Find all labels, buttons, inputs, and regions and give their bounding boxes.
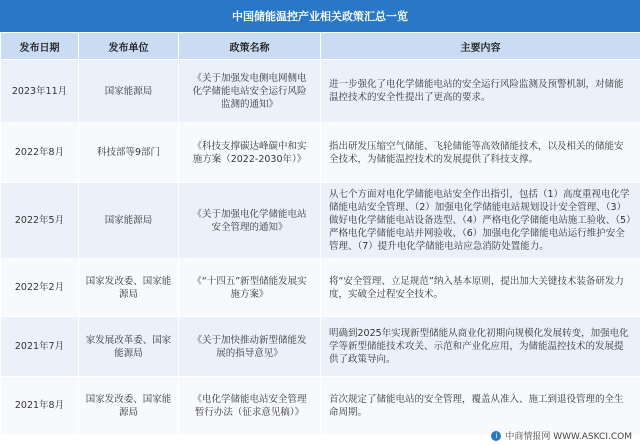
cell-unit: 国家发改委、国家能源局 <box>79 259 179 317</box>
footer-source-text: 中商情报网 WWW.ASKCI.COM <box>505 432 632 442</box>
cell-date: 2021年8月 <box>1 377 79 435</box>
cell-policy: 《关于加快推动新型储能发展的指导意见》 <box>179 317 321 377</box>
table-header-row <box>1 33 640 60</box>
cell-unit: 科技部等9部门 <box>79 123 179 183</box>
cell-unit: 国家能源局 <box>79 183 179 259</box>
cell-policy: 《“十四五”新型储能发展实施方案》 <box>179 259 321 317</box>
page-title: 中国储能温控产业相关政策汇总一览 <box>0 0 640 32</box>
table-row <box>1 317 640 377</box>
cell-policy: 《关于加强电化学储能电站安全管理的通知》 <box>179 183 321 259</box>
cell-content: 首次规定了储能电站的安全管理，覆盖从准入、施工到退役管理的全生命周期。 <box>321 377 640 435</box>
cell-policy: 《科技支撑碳达峰碳中和实施方案（2022-2030年）》 <box>179 123 321 183</box>
cell-date: 2021年7月 <box>1 317 79 377</box>
cell-date: 2022年8月 <box>1 123 79 183</box>
cell-unit: 国家发改委、国家能源局 <box>79 377 179 435</box>
cell-content: 从七个方面对电化学储能电站安全作出指引，包括（1）高度重视电化学储能电站安全管理、（2）加强电化学储能电站规划设计安全管理、（3）做好电化学储能电站设备选型、（4）严格电化学储能电站施工验收、（5）严格电化学储能电站并网验收、（6）加强电化学储能电站运行维护安全管理、（7）提升电化学储能电站应急消防处置能力。 <box>321 183 640 259</box>
header-policy: 政策名称 <box>179 33 321 60</box>
table-row <box>1 183 640 259</box>
source-footer <box>491 429 632 442</box>
cell-date: 2022年5月 <box>1 183 79 259</box>
cell-policy: 《电化学储能电站安全管理暂行办法（征求意见稿）》 <box>179 377 321 435</box>
info-logo-icon: i <box>491 431 501 441</box>
cell-policy: 《关于加强发电侧电网侧电化学储能电站安全运行风险监测的通知》 <box>179 60 321 123</box>
cell-unit: 国家能源局 <box>79 60 179 123</box>
cell-unit: 家发展改革委、国家能源局 <box>79 317 179 377</box>
table-row <box>1 123 640 183</box>
header-date: 发布日期 <box>1 33 79 60</box>
policy-table <box>0 32 640 435</box>
cell-date: 2022年2月 <box>1 259 79 317</box>
header-content: 主要内容 <box>321 33 640 60</box>
cell-date: 2023年11月 <box>1 60 79 123</box>
cell-content: 明确到2025年实现新型储能从商业化初期向规模化发展转变，加强电化学等新型储能技术攻关、示范和产业化应用，为储能温控技术的发展提供了政策导向。 <box>321 317 640 377</box>
header-unit: 发布单位 <box>79 33 179 60</box>
cell-content: 将“安全管理、立足规范”纳入基本原则，提出加大关键技术装备研发力度，实破全过程安全技术。 <box>321 259 640 317</box>
table-row <box>1 259 640 317</box>
table-row <box>1 60 640 123</box>
cell-content: 进一步强化了电化学储能电站的安全运行风险监测及预警机制，对储能温控技术的安全性提出了更高的要求。 <box>321 60 640 123</box>
cell-content: 指出研发压缩空气储能、飞轮储能等高效储能技术，以及相关的储能安全技术，为储能温控技术的发展提供了科技支撑。 <box>321 123 640 183</box>
table-row <box>1 377 640 435</box>
